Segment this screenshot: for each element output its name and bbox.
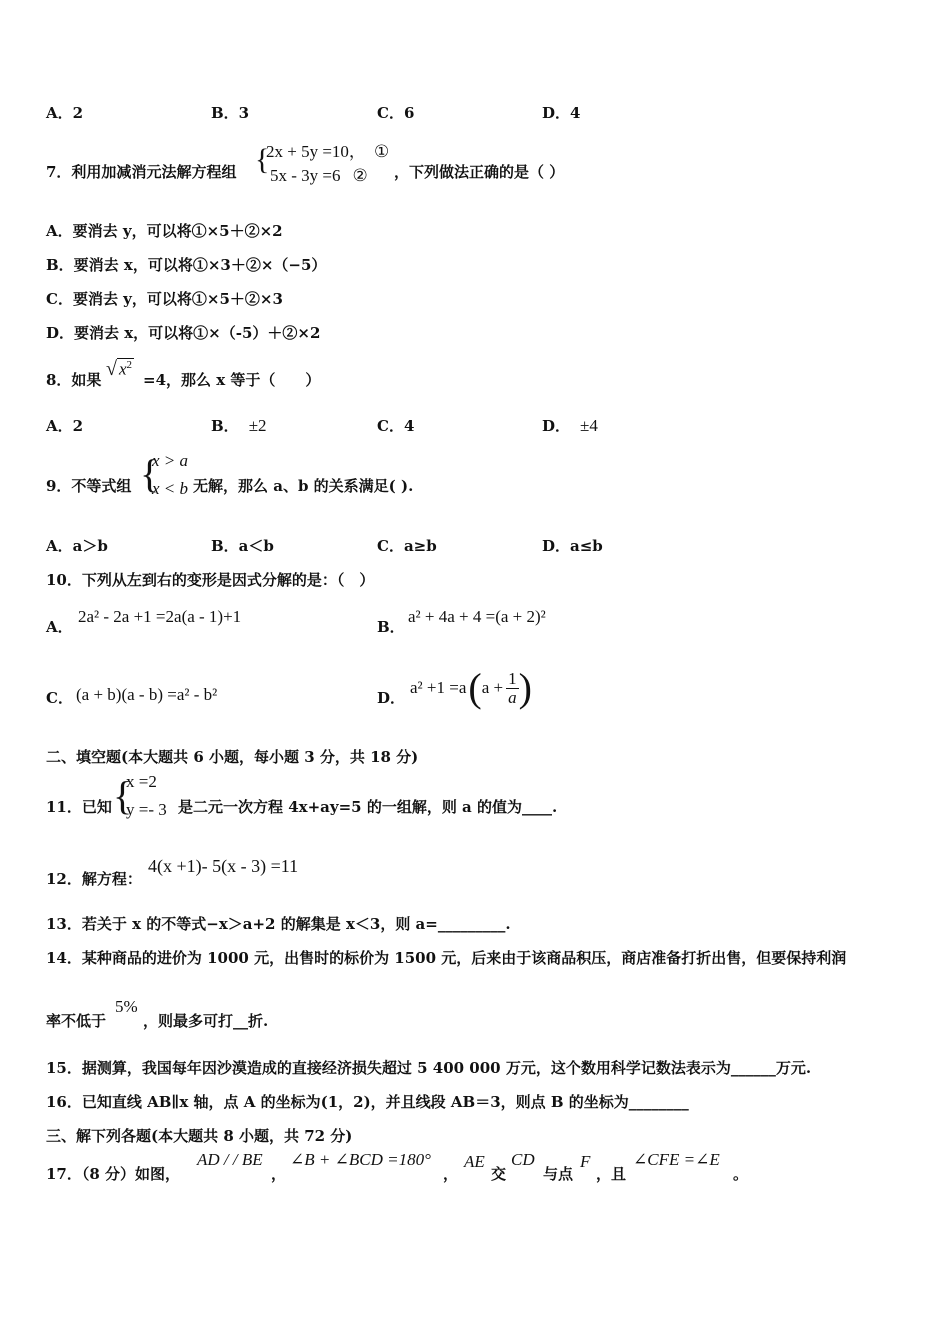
q9-ineq2: x < b <box>152 479 189 498</box>
q10-option-b-label: B． <box>377 618 405 636</box>
q17-expr-parallel: AD / / BE <box>197 1150 263 1169</box>
q7-option-d: D．要消去 x，可以将①×（-5）＋②×2 <box>46 324 321 342</box>
q17-expr-f: F <box>580 1152 591 1171</box>
q17-expr-angle-sum: ∠B + ∠BCD =180° <box>290 1150 431 1169</box>
q17-text-yudian: 与点 <box>543 1165 574 1183</box>
q17-sep1: ， <box>271 1165 287 1183</box>
q14-percent: 5% <box>115 997 138 1016</box>
q6-option-a: A．2 <box>46 104 84 122</box>
q11-brace-icon: { <box>113 773 133 818</box>
q8-option-a: A．2 <box>46 417 84 435</box>
q11-suffix: 是二元一次方程 4x+ay=5 的一组解，则 a 的值为____. <box>178 798 558 816</box>
q13: 13．若关于 x 的不等式−x＞a+2 的解集是 x＜3，则 a=_________. <box>46 915 511 933</box>
q8-option-d: D． ±4 <box>542 416 598 435</box>
q11-eq1: x =2 <box>126 772 157 791</box>
q10-option-d-label: D． <box>377 689 406 707</box>
q11-prefix: 11．已知 <box>46 798 112 816</box>
q9-suffix: 无解，那么 a、b 的关系满足( ). <box>193 477 414 495</box>
q7-prefix: 7．利用加减消元法解方程组 <box>46 163 237 181</box>
q9-option-d: D．a≤b <box>542 537 603 555</box>
section-3-heading: 三、解下列各题(本大题共 8 小题，共 72 分) <box>46 1127 353 1145</box>
q9-brace-icon: { <box>140 451 160 496</box>
section-2-heading: 二、填空题(本大题共 6 小题，每小题 3 分，共 18 分) <box>46 748 419 766</box>
q10-stem: 10．下列从左到右的变形是因式分解的是：（ ） <box>46 571 375 589</box>
q10-option-b-expr: a² + 4a + 4 =(a + 2)² <box>408 607 546 626</box>
q10-option-c-expr: (a + b)(a - b) =a² - b² <box>76 685 218 704</box>
q9-option-b: B．a＜b <box>211 537 274 555</box>
q6-option-d: D．4 <box>542 104 581 122</box>
q10-option-d-expr: a² +1 =a ( a + $\frac{1}{a}$ ) <box>410 665 532 710</box>
q7-option-c: C．要消去 y，可以将①×5＋②×3 <box>46 290 283 308</box>
q7-option-b: B．要消去 x，可以将①×3＋②×（−5） <box>46 256 327 274</box>
q14-line2-suffix: ，则最多可打__折. <box>143 1012 269 1030</box>
q6-option-b: B．3 <box>211 104 250 122</box>
q8-option-b: B． ±2 <box>211 416 267 435</box>
q12-prefix: 12．解方程： <box>46 870 142 888</box>
q7-suffix: ，下列做法正确的是（ ） <box>394 163 565 181</box>
q16: 16．已知直线 AB∥x 轴，点 A 的坐标为(1，2)，并且线段 AB＝3，则点 B 的坐标为________ <box>46 1093 689 1111</box>
q7-eq2: 5x - 3y =6 ② <box>270 166 368 185</box>
q8-sqrt: √ $x^2$ <box>106 358 133 380</box>
q17-sep2: ， <box>443 1165 459 1183</box>
q9-ineq1: x > a <box>152 451 189 470</box>
q7-brace-icon: { <box>255 143 270 176</box>
q9-option-c: C．a≥b <box>377 537 437 555</box>
q9-prefix: 9．不等式组 <box>46 477 132 495</box>
q10-option-a-expr: 2a² - 2a +1 =2a(a - 1)+1 <box>78 607 242 626</box>
q7-option-a: A．要消去 y，可以将①×5＋②×2 <box>46 222 283 240</box>
q8-suffix: =4，那么 x 等于（ ） <box>143 371 321 389</box>
q17-prefix: 17．（8 分）如图， <box>46 1165 181 1183</box>
q17-text-qie: ，且 <box>596 1165 627 1183</box>
q12-expr: 4(x +1)- 5(x - 3) =11 <box>148 856 299 876</box>
q14-line2-prefix: 率不低于 <box>46 1012 107 1030</box>
q9-option-a: A．a＞b <box>46 537 108 555</box>
q17-text-jiao: 交 <box>491 1165 507 1183</box>
q10-option-c-label: C． <box>46 689 73 707</box>
q10-option-a-label: A． <box>46 618 73 636</box>
q17-expr-cd: CD <box>511 1150 535 1169</box>
q7-eq1: 2x + 5y =10， ① <box>266 142 390 161</box>
q8-prefix: 8．如果 <box>46 371 102 389</box>
q6-option-c: C．6 <box>377 104 415 122</box>
q15: 15．据测算，我国每年因沙漠造成的直接经济损失超过 5 400 000 万元，这个数用科学记数法表示为______万元. <box>46 1059 812 1077</box>
q11-eq2: y =- 3 <box>126 800 167 819</box>
q17-end: 。 <box>733 1165 749 1183</box>
q17-expr-ae: AE <box>464 1152 485 1171</box>
q14-line1: 14．某种商品的进价为 1000 元，出售时的标价为 1500 元，后来由于该商品积压，商店准备打折出售，但要保持利润 <box>46 949 847 967</box>
q17-expr-angle-eq: ∠CFE =∠E <box>633 1150 720 1169</box>
q8-option-c: C．4 <box>377 417 415 435</box>
